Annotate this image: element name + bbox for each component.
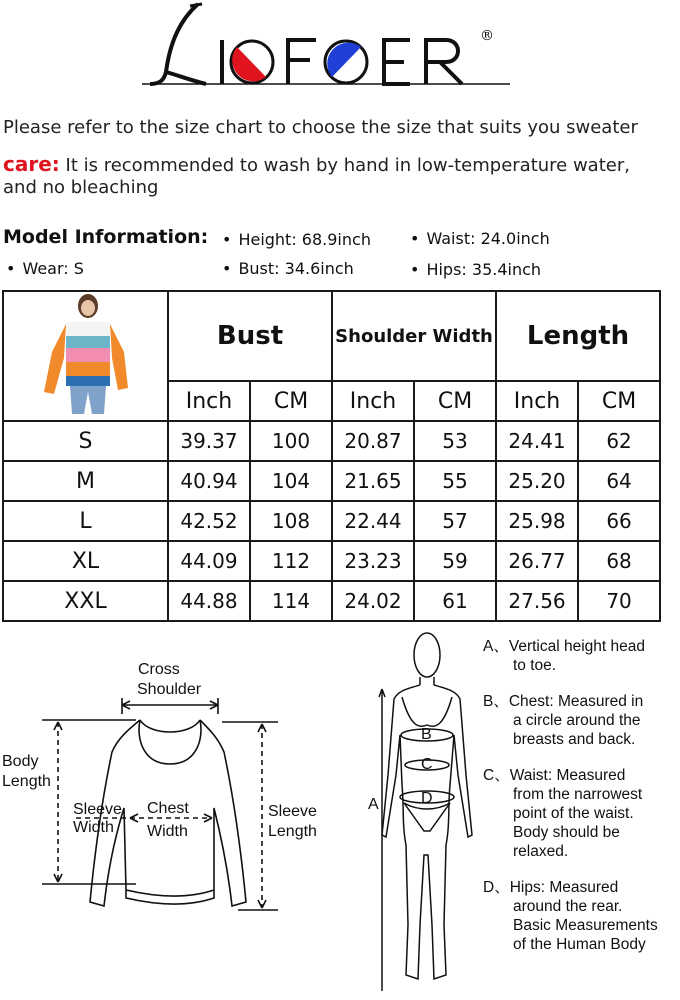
note-d-line1: D、Hips: Measured (483, 879, 619, 896)
table-cell: 57 (414, 501, 496, 541)
table-cell: 25.20 (496, 461, 578, 501)
note-d-line2: around the rear. (513, 898, 623, 915)
note-b-line1: B、Chest: Measured in (483, 693, 644, 710)
table-cell: 42.52 (168, 501, 250, 541)
table-cell: 100 (250, 421, 332, 461)
bust-header: Bust (168, 291, 332, 381)
model-wear-size: • Wear: S (6, 259, 84, 278)
length-header: Length (496, 291, 660, 381)
note-d-line4: of the Human Body (513, 936, 646, 953)
chest-label-2: Width (147, 823, 188, 840)
size-label: S (3, 421, 168, 461)
note-c-line4: Body should be (513, 824, 620, 841)
table-row (3, 421, 660, 461)
table-cell: 66 (578, 501, 660, 541)
label-b: B (421, 726, 432, 743)
size-chart-table (2, 290, 661, 622)
table-cell: 39.37 (168, 421, 250, 461)
model-hips: • Hips: 35.4inch (410, 260, 541, 279)
unit-inch: Inch (168, 381, 250, 421)
table-cell: 114 (250, 581, 332, 621)
table-cell: 64 (578, 461, 660, 501)
note-a-line2: to toe. (513, 657, 557, 674)
body-measurement-diagram (360, 625, 480, 997)
label-d: D (421, 790, 433, 807)
unit-inch: Inch (496, 381, 578, 421)
note-c-line2: from the narrowest (513, 786, 643, 803)
table-cell: 40.94 (168, 461, 250, 501)
unit-cm: CM (414, 381, 496, 421)
shoulder-label: Shoulder (137, 681, 202, 698)
note-b-line2: a circle around the (513, 712, 641, 729)
table-row (3, 581, 660, 621)
table-row (3, 541, 660, 581)
registered-mark: ® (480, 28, 494, 44)
size-label: XXL (3, 581, 168, 621)
size-label: M (3, 461, 168, 501)
table-cell: 108 (250, 501, 332, 541)
body-label: Body (2, 753, 39, 770)
table-cell: 104 (250, 461, 332, 501)
table-cell: 112 (250, 541, 332, 581)
table-cell: 22.44 (332, 501, 414, 541)
table-cell: 27.56 (496, 581, 578, 621)
sleeve-width-label-2: Width (73, 819, 114, 836)
brand-logo (140, 2, 520, 94)
note-c-line1: C、Waist: Measured (483, 767, 626, 784)
care-text-continued: and no bleaching (3, 177, 159, 198)
table-cell: 25.98 (496, 501, 578, 541)
table-cell: 59 (414, 541, 496, 581)
model-waist: • Waist: 24.0inch (410, 229, 550, 248)
care-line (3, 152, 630, 176)
body-length-label: Length (2, 773, 51, 790)
sleeve-width-label-1: Sleeve (73, 801, 122, 818)
table-cell: 62 (578, 421, 660, 461)
table-row (3, 461, 660, 501)
model-photo-cell (3, 291, 168, 421)
table-cell: 44.88 (168, 581, 250, 621)
table-cell: 70 (578, 581, 660, 621)
table-row (3, 501, 660, 541)
table-cell: 21.65 (332, 461, 414, 501)
size-label: L (3, 501, 168, 541)
size-chart-instruction: Please refer to the size chart to choose the size that suits you sweater (3, 117, 638, 138)
note-b-line3: breasts and back. (513, 731, 636, 748)
note-c-line3: point of the waist. (513, 805, 634, 822)
cross-label: Cross (138, 661, 180, 678)
sleeve-length-label-1: Sleeve (268, 803, 317, 820)
model-photo (36, 292, 136, 416)
note-a-line1: A、Vertical height head (483, 638, 645, 655)
sweater-measurement-diagram (0, 640, 350, 930)
measurement-notes (483, 637, 658, 954)
model-bust: • Bust: 34.6inch (222, 259, 354, 278)
label-c: C (421, 756, 433, 773)
table-cell: 53 (414, 421, 496, 461)
table-cell: 24.02 (332, 581, 414, 621)
shoulder-width-header: Shoulder Width (332, 291, 496, 381)
table-cell: 20.87 (332, 421, 414, 461)
model-height: • Height: 68.9inch (222, 230, 371, 249)
note-d-line3: Basic Measurements (513, 917, 658, 934)
chest-label-1: Chest (147, 800, 189, 817)
size-label: XL (3, 541, 168, 581)
unit-cm: CM (578, 381, 660, 421)
care-text: It is recommended to wash by hand in low-temperature water, (65, 155, 630, 176)
care-label: care: (3, 152, 60, 176)
label-a: A (368, 796, 379, 813)
table-cell: 61 (414, 581, 496, 621)
unit-cm: CM (250, 381, 332, 421)
table-cell: 24.41 (496, 421, 578, 461)
table-cell: 44.09 (168, 541, 250, 581)
unit-inch: Inch (332, 381, 414, 421)
sleeve-length-label-2: Length (268, 823, 317, 840)
table-cell: 68 (578, 541, 660, 581)
table-cell: 23.23 (332, 541, 414, 581)
model-info-title: Model Information: (3, 226, 209, 248)
note-c-line5: relaxed. (513, 843, 569, 860)
table-cell: 26.77 (496, 541, 578, 581)
table-cell: 55 (414, 461, 496, 501)
